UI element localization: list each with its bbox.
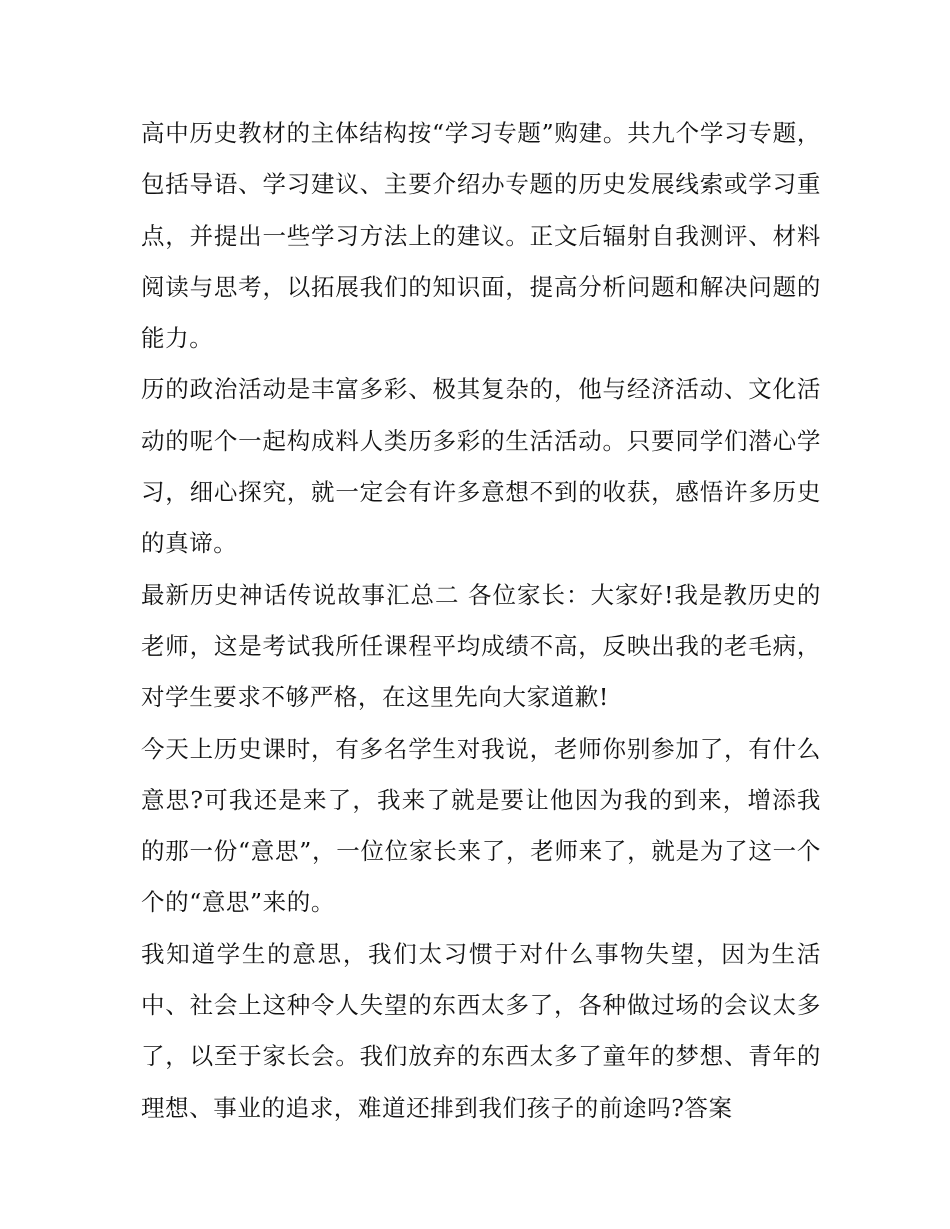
- paragraph-student-meaning: 我知道学生的意思，我们太习惯于对什么事物失望，因为生活中、社会上这种令人失望的东西太多了，各种做过场的会议太多了，以至于家长会。我们放弃的东西太多了童年的梦想、青年的理想、事业的追求，难道还排到我们孩子的前途吗?答案: [141, 939, 821, 1122]
- paragraph-textbook-structure: 高中历史教材的主体结构按“学习专题”购建。共九个学习专题，包括导语、学习建议、主要介绍办专题的历史发展线索或学习重点，并提出一些学习方法上的建议。正文后辐射自我测评、材料阅读与思考，以拓展我们的知识面，提高分析问题和解决问题的能力。: [141, 119, 821, 353]
- paragraph-parent-greeting: 最新历史神话传说故事汇总二 各位家长：大家好!我是教历史的老师，这是考试我所任课程平均成绩不高，反映出我的老毛病，对学生要求不够严格，在这里先向大家道歉!: [141, 580, 821, 712]
- paragraph-political-activities: 历的政治活动是丰富多彩、极其复杂的，他与经济活动、文化活动的呢个一起构成料人类历多彩的生活活动。只要同学们潜心学习，细心探究，就一定会有许多意想不到的收获，感悟许多历史的真谛。: [141, 375, 821, 558]
- paragraph-history-class: 今天上历史课时，有多名学生对我说，老师你别参加了，有什么意思?可我还是来了，我来了就是要让他因为我的到来，增添我的那一份“意思”，一位位家长来了，老师来了，就是为了这一个个的“意思”来的。: [141, 734, 821, 917]
- document-body: [141, 108, 821, 1134]
